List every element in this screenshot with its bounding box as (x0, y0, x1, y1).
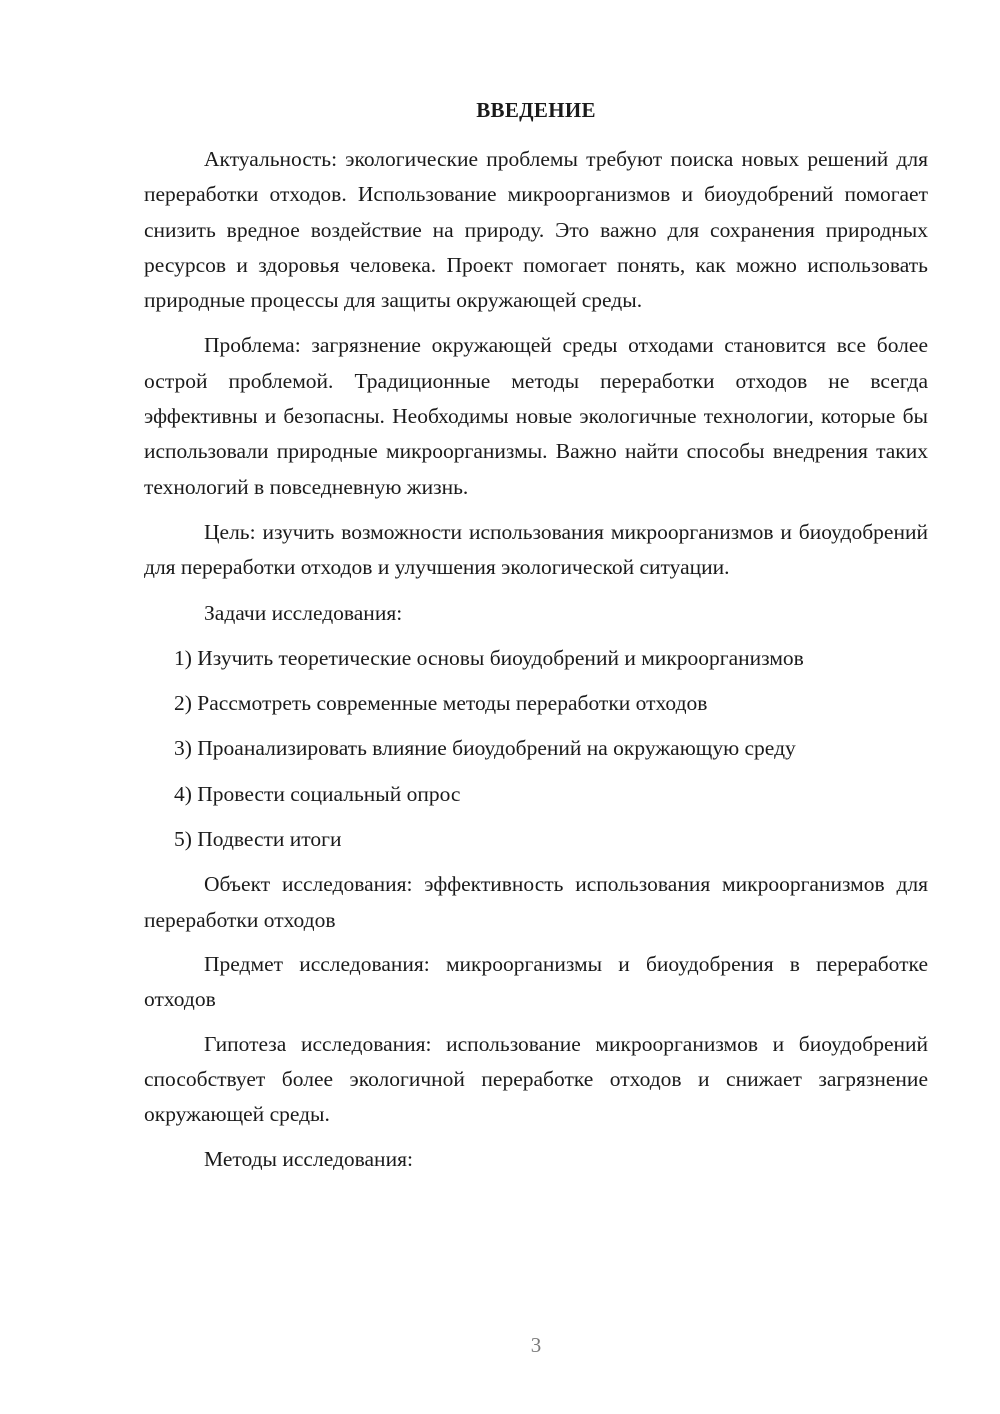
problem-paragraph: Проблема: загрязнение окружающей среды отходами становится все более острой проблемой. Традиционные методы переработки отходов не всегда эффективны и безопасны. Необходимы новые экологичные технологии, которые бы использовали природные микроорганизмы. Важно найти способы внедрения таких технологий в повседневную жизнь. (144, 333, 928, 499)
tasks-title: Задачи исследования: (204, 600, 403, 625)
object-paragraph: Объект исследования: эффективность использования микроорганизмов для переработки отходов (144, 872, 928, 932)
document-body (144, 142, 928, 1178)
section-heading: ВВЕДЕНИЕ (476, 98, 596, 122)
goal-paragraph: Цель: изучить возможности использования микроорганизмов и биоудобрений для переработки отходов и улучшения экологической ситуации. (144, 519, 928, 580)
list-item: 3) Проанализировать влияние биоудобрений на окружающую среду (174, 736, 796, 761)
page-number: 3 (530, 1333, 542, 1357)
list-item: 1) Изучить теоретические основы биоудобрений и микроорганизмов (174, 645, 804, 670)
subject-paragraph: Предмет исследования: микроорганизмы и биоудобрения в переработке отходов (144, 951, 928, 1012)
methods-title: Методы исследования: (204, 1147, 413, 1172)
list-item: 2) Рассмотреть современные методы переработки отходов (174, 691, 708, 716)
hypothesis-paragraph: Гипотеза исследования: использование микроорганизмов и биоудобрений способствует более экологичной переработке отходов и снижает загрязнение окружающей среды. (144, 1031, 928, 1127)
list-item: 4) Провести социальный опрос (174, 781, 461, 806)
relevance-paragraph: Актуальность: экологические проблемы требуют поиска новых решений для переработки отходов. Использование микроорганизмов и биоудобрений помогает снизить вредное воздействие на природу. Это важно для сохранения природных ресурсов и здоровья человека. Проект помогает понять, как можно использовать природные процессы для защиты окружающей среды. (144, 147, 928, 313)
list-item: 5) Подвести итоги (174, 827, 342, 852)
tasks-list (144, 641, 928, 857)
